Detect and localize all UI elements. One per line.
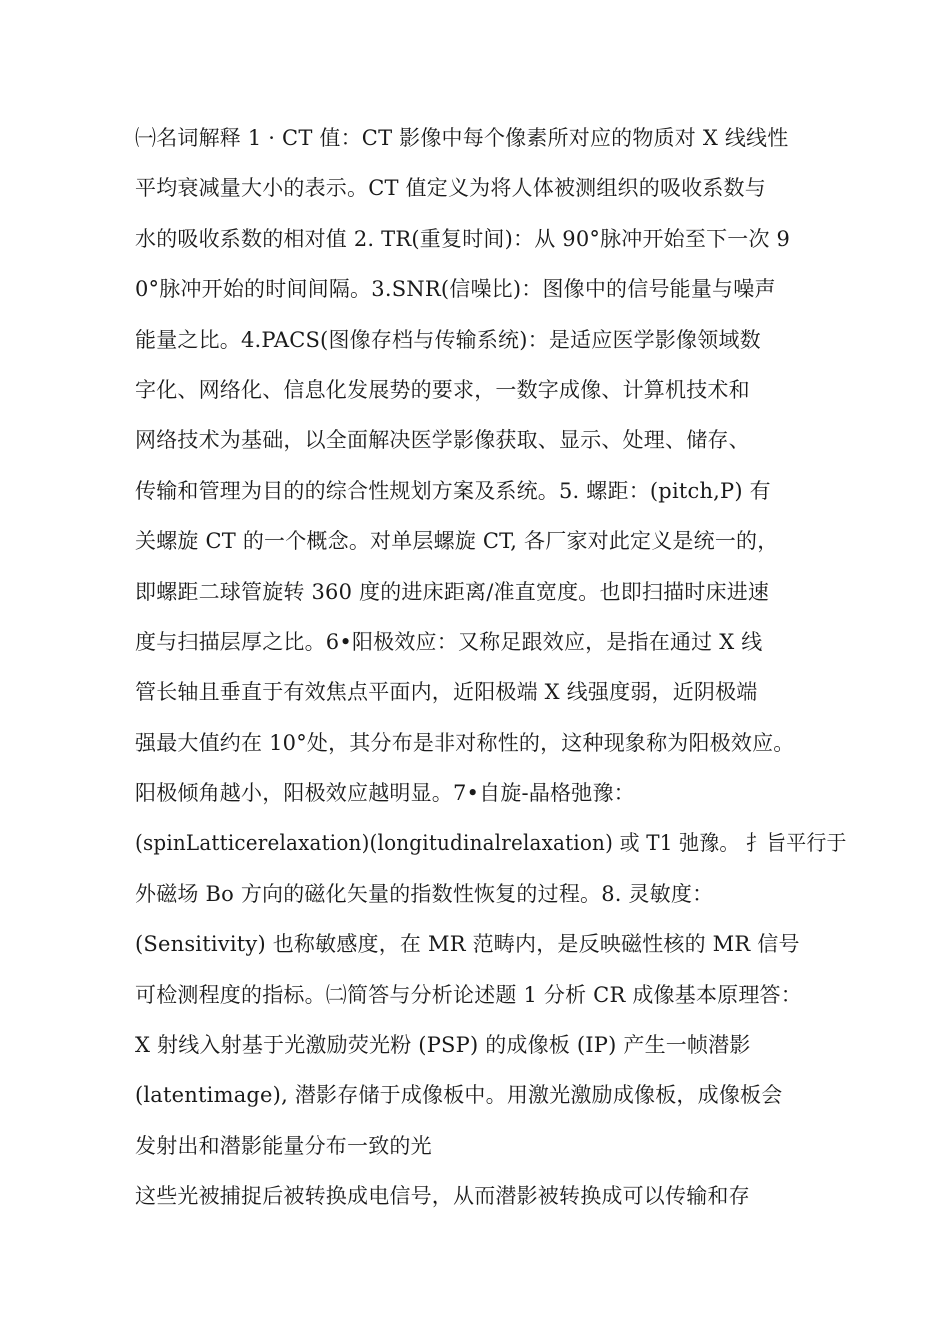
text-line: 管长轴且垂直于有效焦点平面内，近阳极端 X 线强度弱，近阴极端 [135, 680, 758, 705]
text-line: 这些光被捕捉后被转换成电信号，从而潜影被转换成可以传输和存 [135, 1184, 750, 1209]
text-line: 能量之比。4.PACS(图像存档与传输系统)：是适应医学影像领域数 [135, 327, 761, 352]
text-line: 0°脉冲开始的时间间隔。3.SNR(信噪比)：图像中的信号能量与噪声 [135, 277, 776, 302]
text-line: ㈠名词解释 1 · CT 值：CT 影像中每个像素所对应的物质对 X 线线性 [135, 126, 789, 150]
text-line: 字化、网络化、信息化发展势的要求，一数字成像、计算机技术和 [135, 377, 750, 402]
text-line: 可检测程度的指标。㈡简答与分析论述题 1 分析 CR 成像基本原理答： [135, 982, 802, 1007]
text-line: (spinLatticerelaxation)(longitudinalrelaxation) 或 T1 弛豫。 扌旨平行于 [135, 831, 847, 856]
text-line: 网络技术为基础，以全面解决医学影像获取、显示、处理、储存、 [135, 428, 750, 453]
text-line: 发射出和潜影能量分布一致的光 [135, 1133, 432, 1158]
text-line: 传输和管理为目的的综合性规划方案及系统。5. 螺距：(pitch,P) 有 [135, 478, 771, 503]
text-line: X 射线入射基于光激励荧光粉 (PSP) 的成像板 (IP) 产生一帧潜影 [135, 1033, 751, 1058]
text-line: 即螺距二球管旋转 360 度的进床距离/准直宽度。也即扫描时床进速 [135, 579, 770, 604]
text-line: 平均衰减量大小的表示。CT 值定义为将人体被测组织的吸收系数与 [135, 176, 766, 201]
text-line: 水的吸收系数的相对值 2. TR(重复时间)：从 90°脉冲开始至下一次 9 [135, 226, 791, 251]
text-line: 关螺旋 CT 的一个概念。对单层螺旋 CT, 各厂家对此定义是统一的， [135, 529, 779, 554]
text-line: 强最大值约在 10°处，其分布是非对称性的，这种现象称为阳极效应。 [135, 730, 795, 755]
document-body [135, 117, 847, 1226]
text-line: (latentimage), 潜影存储于成像板中。用激光激励成像板，成像板会 [135, 1083, 783, 1108]
text-line: 阳极倾角越小，阳极效应越明显。7•自旋-晶格弛豫： [135, 781, 635, 806]
text-line: (Sensitivity) 也称敏感度，在 MR 范畴内，是反映磁性核的 MR 信号 [135, 932, 800, 957]
text-line: 外磁场 Bo 方向的磁化矢量的指数性恢复的过程。8. 灵敏度： [135, 881, 714, 906]
text-line: 度与扫描层厚之比。6•阳极效应：又称足跟效应，是指在通过 X 线 [135, 629, 763, 654]
